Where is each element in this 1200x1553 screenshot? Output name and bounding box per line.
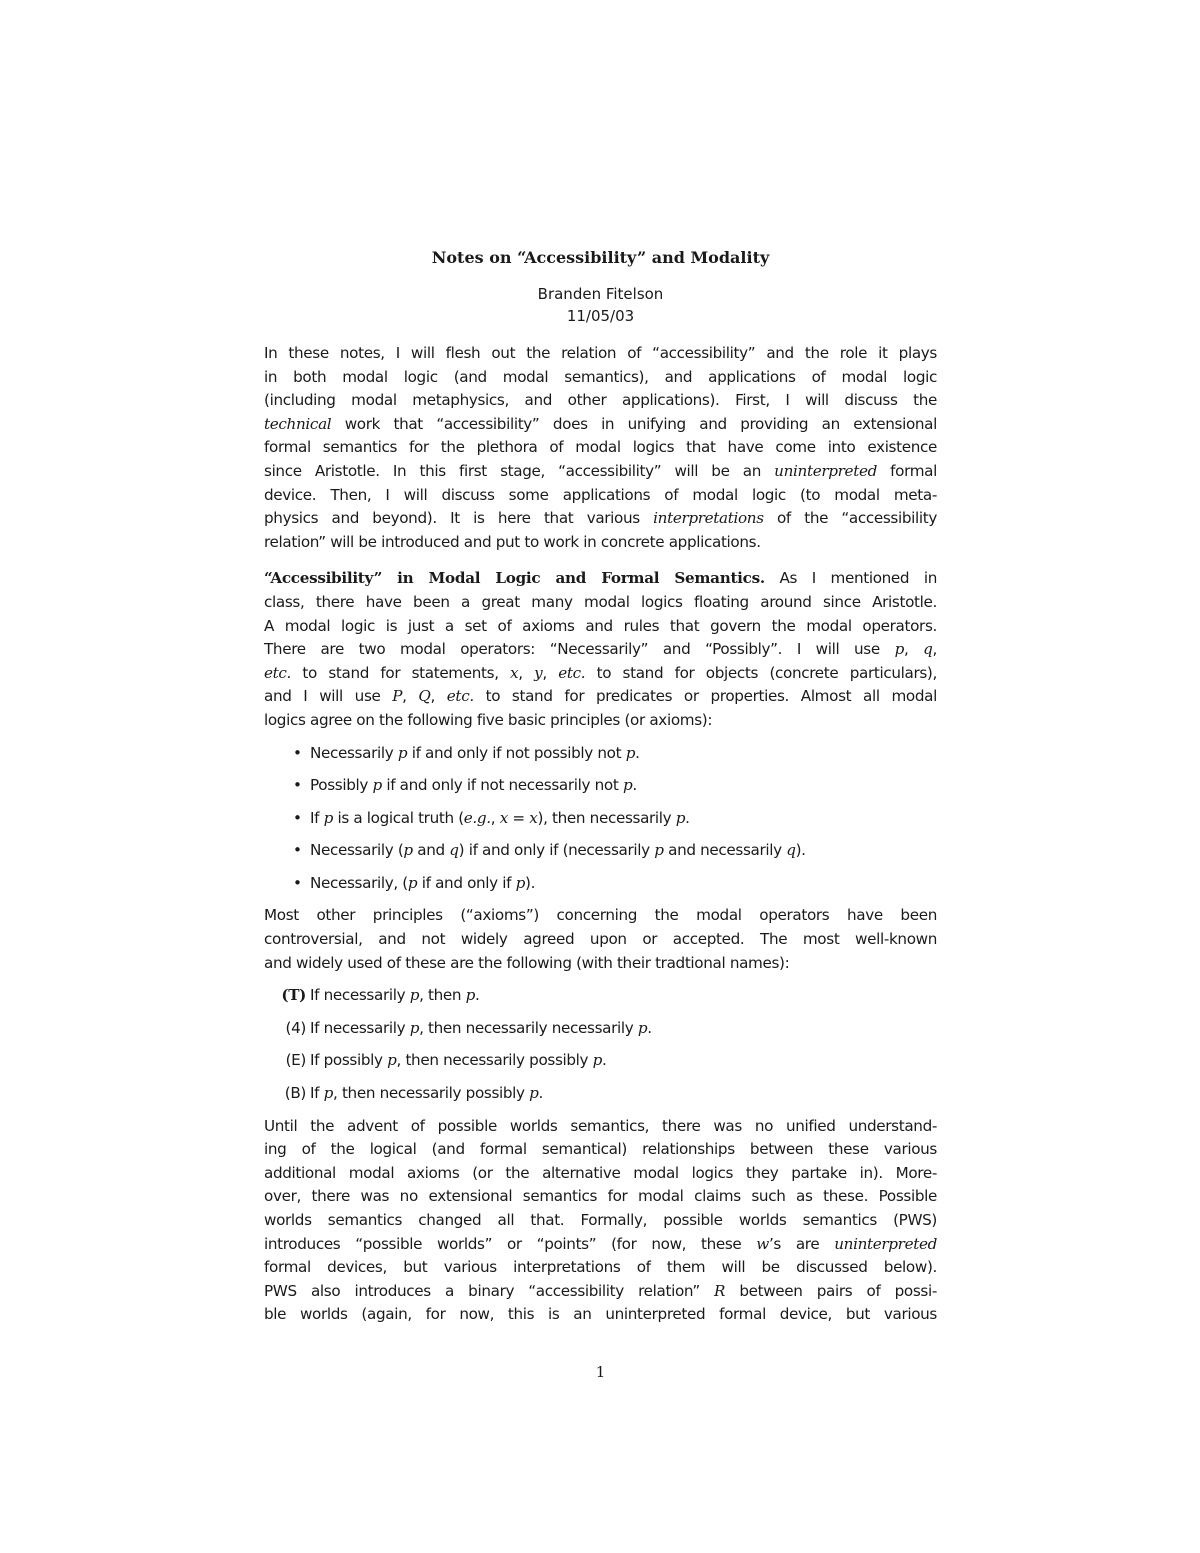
section-heading-tail: As I mentioned in xyxy=(764,569,937,588)
axiom-item xyxy=(264,1049,937,1073)
intro-line: formal semantics for the plethora of modal logics that have come into existence xyxy=(264,438,937,457)
pws-line: Until the advent of possible worlds semantics, there was no unified understand- xyxy=(264,1116,937,1135)
principle-text: If p is a logical truth (e.g., x = x), then necessarily p. xyxy=(310,808,690,827)
axiom-label: (B) xyxy=(284,1084,306,1103)
section-line: There are two modal operators: “Necessarily” and “Possibly”. I will use p, q, xyxy=(264,640,937,659)
document-body xyxy=(264,342,937,1327)
axiom-label: (T) xyxy=(281,986,306,1005)
intro-line: physics and beyond). It is here that various interpretations of the “accessibility xyxy=(264,509,937,528)
principle-text: Necessarily p if and only if not possibly not p. xyxy=(310,743,640,762)
basic-principles-list xyxy=(264,742,937,896)
section-accessibility-paragraph xyxy=(264,567,937,732)
bullet-icon: • xyxy=(293,743,302,762)
principle-item xyxy=(264,742,937,766)
principle-item xyxy=(264,872,937,896)
pws-line: worlds semantics changed all that. Formally, possible worlds semantics (PWS) xyxy=(264,1211,937,1229)
document-title: Notes on “Accessibility” and Modality xyxy=(431,248,770,267)
bullet-icon: • xyxy=(293,808,302,827)
bullet-icon: • xyxy=(293,776,302,795)
pws-line: formal devices, but various interpretations of them will be discussed below). xyxy=(264,1258,937,1277)
controversial-line: controversial, and not widely agreed upon or accepted. The most well-known xyxy=(264,930,937,949)
axiom-item xyxy=(264,1017,937,1041)
principle-text: Necessarily, (p if and only if p). xyxy=(310,873,536,892)
pws-line: additional modal axioms (or the alternative modal logics they partake in). More- xyxy=(264,1163,937,1182)
section-line: A modal logic is just a set of axioms and rules that govern the modal operators. xyxy=(264,616,937,635)
pws-paragraph xyxy=(264,1115,937,1327)
intro-line: since Aristotle. In this first stage, “accessibility” will be an uninterpreted formal xyxy=(264,461,937,480)
intro-line: (including modal metaphysics, and other applications). First, I will discuss the xyxy=(264,391,937,410)
section-line: class, there have been a great many modal logics floating around since Aristotle. xyxy=(264,592,937,611)
pws-line: ing of the logical (and formal semantical) relationships between these various xyxy=(264,1140,937,1159)
section-first-line xyxy=(264,567,937,591)
intro-line: technical work that “accessibility” does in unifying and providing an extensional xyxy=(264,414,937,433)
section-line: and I will use P, Q, etc. to stand for predicates or properties. Almost all modal xyxy=(264,687,937,706)
axiom-item xyxy=(264,984,937,1008)
bullet-icon: • xyxy=(293,841,302,860)
principle-item xyxy=(264,839,937,863)
bullet-icon: • xyxy=(293,873,302,892)
section-heading: “Accessibility” in Modal Logic and Formal Semantics. xyxy=(264,569,765,588)
page-number: 1 xyxy=(595,1363,606,1381)
controversial-line: Most other principles (“axioms”) concerning the modal operators have been xyxy=(264,906,937,925)
section-line: etc. to stand for statements, x, y, etc. to stand for objects (concrete particulars), xyxy=(264,663,937,682)
intro-line: In these notes, I will flesh out the relation of “accessibility” and the role it plays xyxy=(264,344,937,362)
pws-line: over, there was no extensional semantics for modal claims such as these. Possible xyxy=(264,1187,937,1206)
controversial-line: and widely used of these are the following (with their tradtional names): xyxy=(264,953,790,972)
axiom-text: If necessarily p, then p. xyxy=(310,986,480,1005)
intro-line: in both modal logic (and modal semantics), and applications of modal logic xyxy=(264,367,937,386)
intro-line: relation” will be introduced and put to work in concrete applications. xyxy=(264,532,761,551)
author-name: Branden Fitelson xyxy=(537,285,664,303)
axioms-list xyxy=(264,984,937,1105)
document-date: 11/05/03 xyxy=(566,307,635,325)
axiom-label: (4) xyxy=(285,1018,306,1037)
pws-line: PWS also introduces a binary “accessibility relation” R between pairs of possi- xyxy=(264,1281,937,1300)
document-page xyxy=(264,0,937,1553)
axiom-text: If possibly p, then necessarily possibly p. xyxy=(310,1051,607,1070)
principle-text: Possibly p if and only if not necessarily not p. xyxy=(310,776,637,795)
intro-paragraph xyxy=(264,342,937,554)
axiom-text: If necessarily p, then necessarily necessarily p. xyxy=(310,1018,652,1037)
principle-item xyxy=(264,807,937,831)
intro-line: device. Then, I will discuss some applications of modal logic (to modal meta- xyxy=(264,485,937,504)
pws-line: ble worlds (again, for now, this is an uninterpreted formal device, but various xyxy=(264,1305,937,1324)
principle-text: Necessarily (p and q) if and only if (necessarily p and necessarily q). xyxy=(310,841,806,860)
principle-item xyxy=(264,774,937,798)
pws-line: introduces “possible worlds” or “points” (for now, these w’s are uninterpreted xyxy=(264,1234,937,1253)
controversial-paragraph xyxy=(264,904,937,975)
axiom-item xyxy=(264,1082,937,1106)
section-line: logics agree on the following five basic principles (or axioms): xyxy=(264,710,713,729)
axiom-text: If p, then necessarily possibly p. xyxy=(310,1084,544,1103)
axiom-label: (E) xyxy=(285,1051,306,1070)
